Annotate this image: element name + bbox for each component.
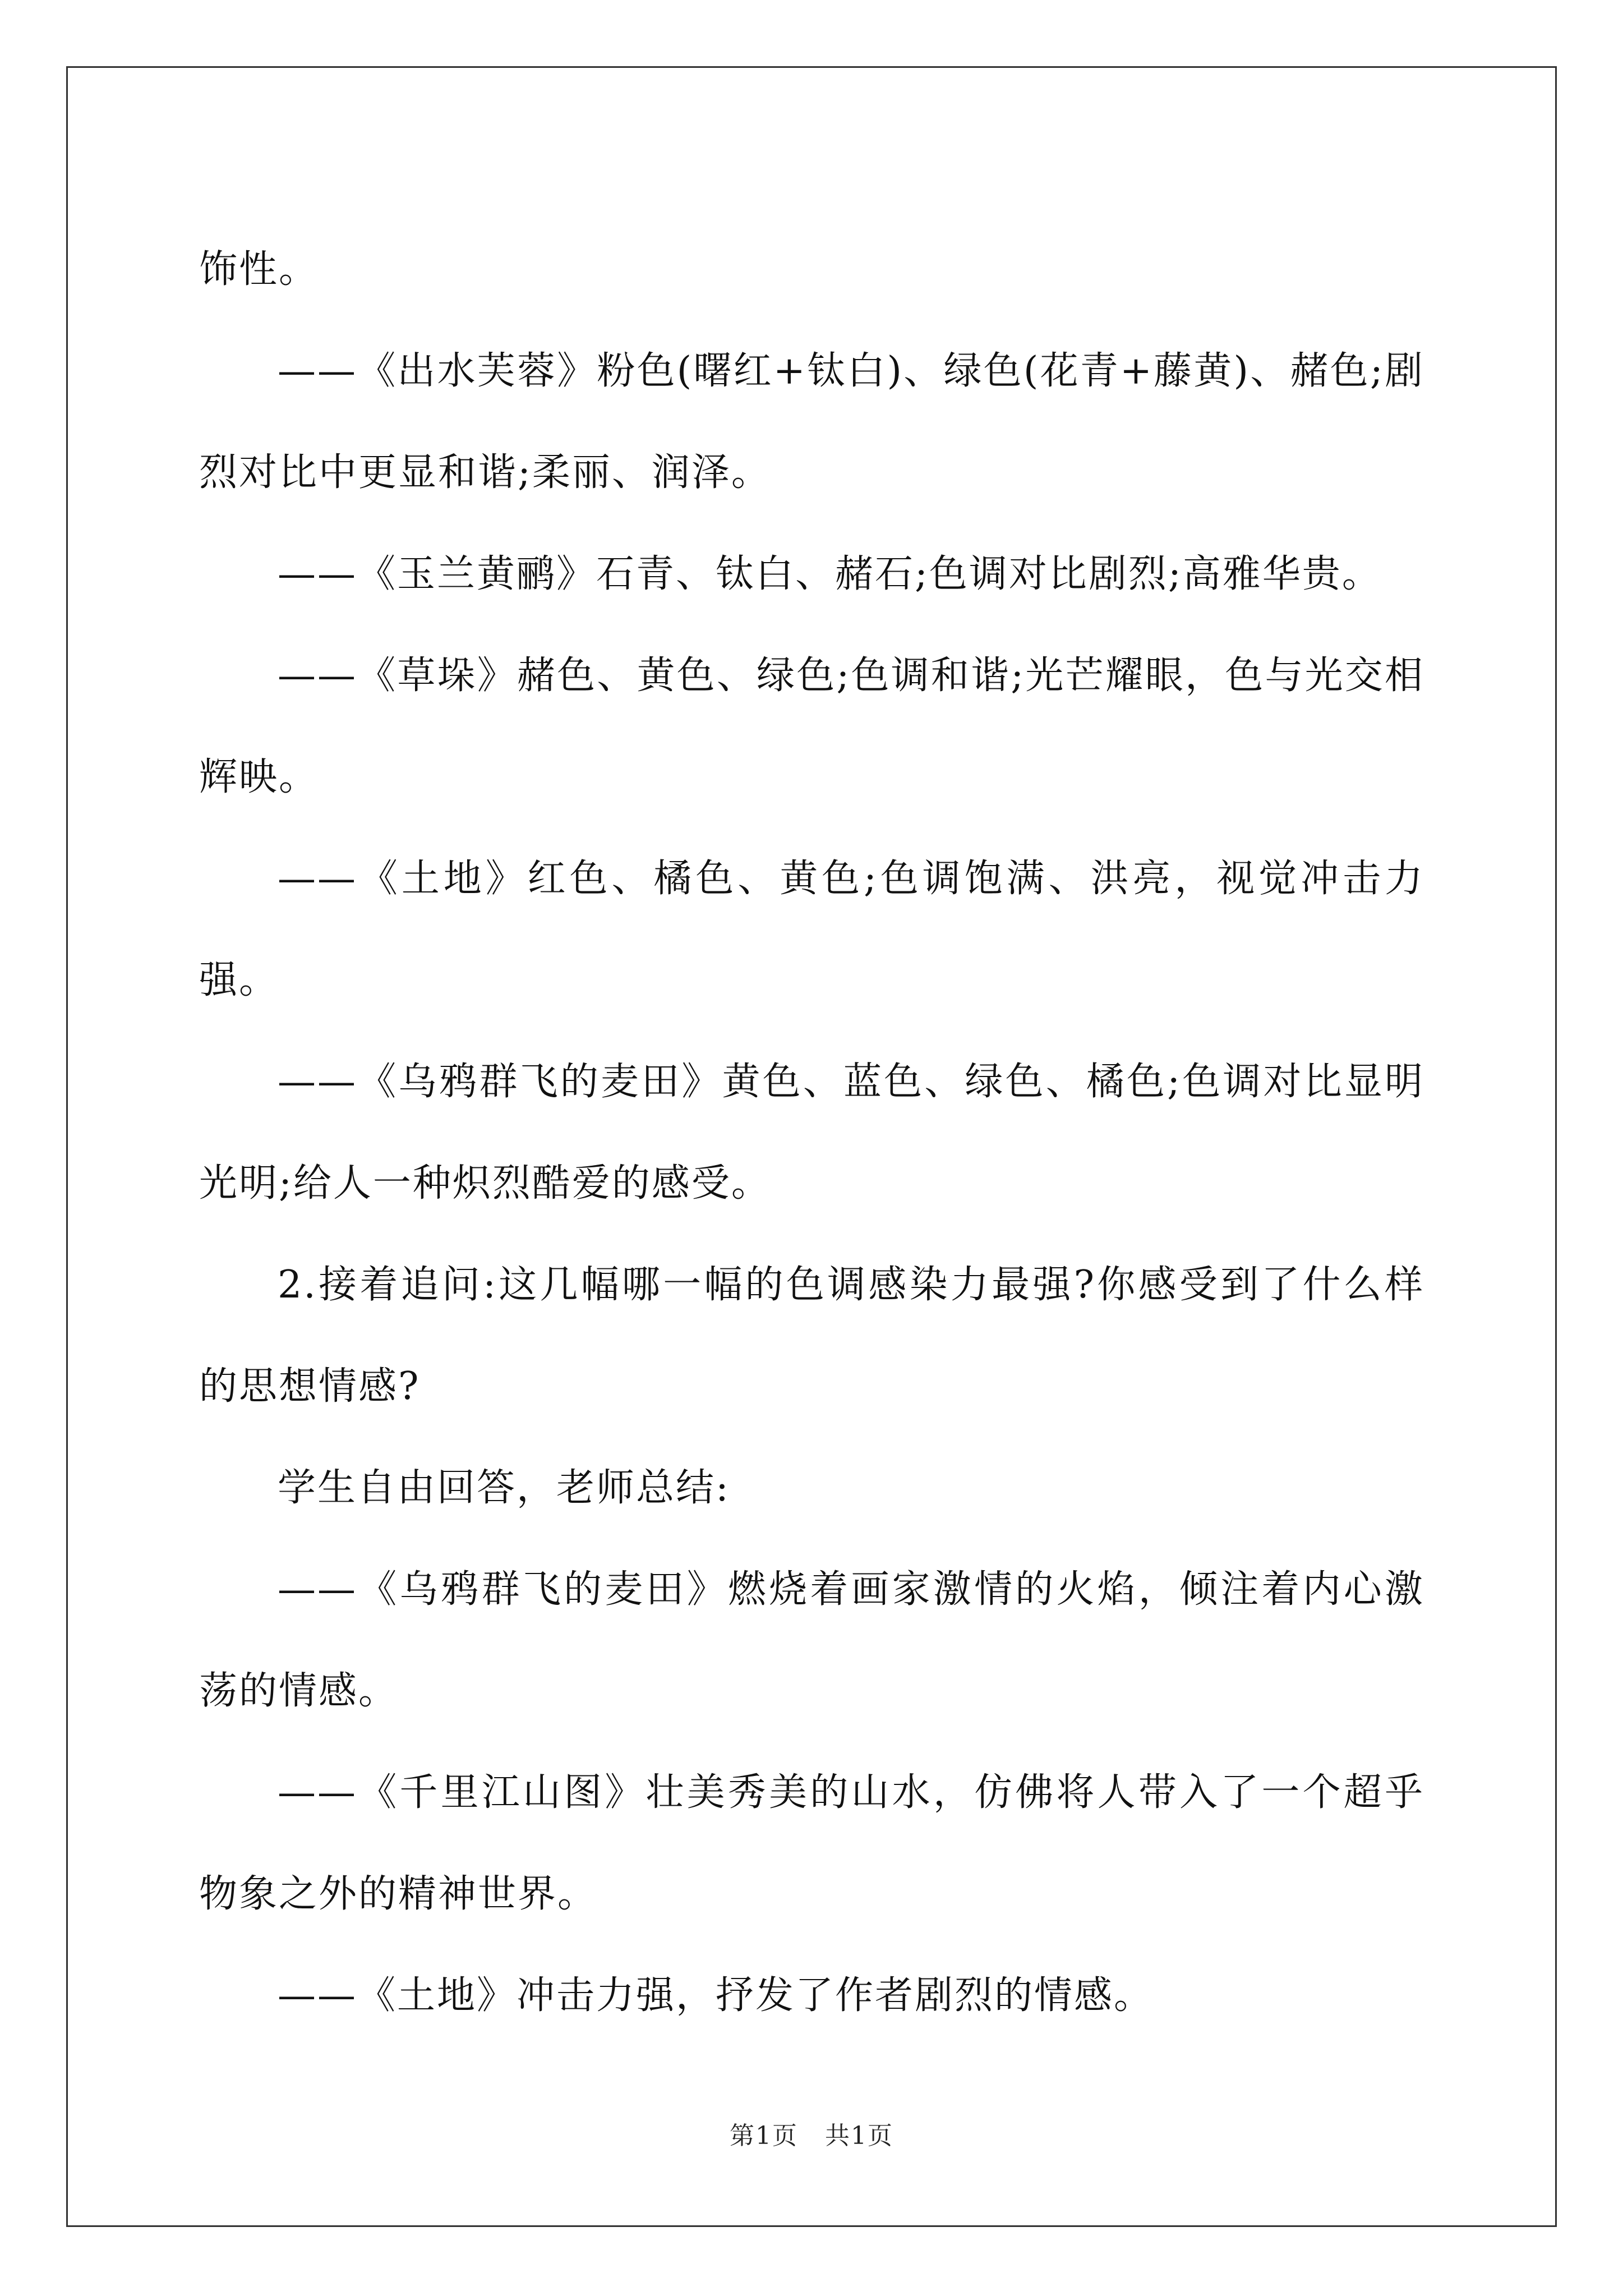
- paragraph-3: ——《玉兰黄鹂》石青、钛白、赭石;色调对比剧烈;高雅华贵。: [278, 552, 1382, 596]
- current-page-label: 第1页: [730, 2122, 798, 2150]
- page-footer: [0, 2119, 1623, 2153]
- paragraph-1: 饰性。: [199, 247, 319, 292]
- paragraph-11: ——《土地》冲击力强，抒发了作者剧烈的情感。: [278, 1973, 1154, 2018]
- paragraph-10: ——《千里江山图》壮美秀美的山水，仿佛将人带入了一个超乎物象之外的精神世界。: [199, 1770, 1424, 1916]
- document-body: [199, 219, 1424, 2046]
- paragraph-9: ——《乌鸦群飞的麦田》燃烧着画家激情的火焰，倾注着内心激荡的情感。: [199, 1567, 1424, 1713]
- total-pages-label: 共1页: [825, 2122, 893, 2150]
- paragraph-7: 2.接着追问:这几幅哪一幅的色调感染力最强?你感受到了什么样的思想情感?: [199, 1263, 1424, 1409]
- paragraph-6: ——《乌鸦群飞的麦田》黄色、蓝色、绿色、橘色;色调对比显明光明;给人一种炽烈酷爱的感受。: [199, 1060, 1424, 1205]
- paragraph-5: ——《土地》红色、橘色、黄色;色调饱满、洪亮，视觉冲击力强。: [199, 857, 1424, 1002]
- paragraph-4: ——《草垛》赭色、黄色、绿色;色调和谐;光芒耀眼，色与光交相辉映。: [199, 654, 1424, 799]
- paragraph-2: ——《出水芙蓉》粉色(曙红+钛白)、绿色(花青+藤黄)、赭色;剧烈对比中更显和谐;柔丽、润泽。: [199, 349, 1424, 495]
- paragraph-8: 学生自由回答，老师总结:: [278, 1466, 730, 1510]
